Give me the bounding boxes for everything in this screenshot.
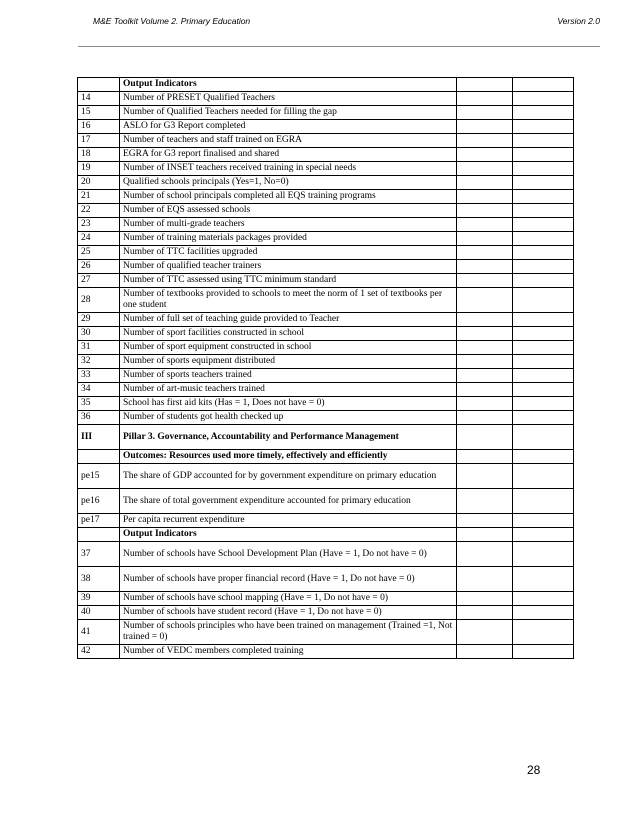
header-title: M&E Toolkit Volume 2. Primary Education [93, 16, 251, 26]
row-number: 20 [78, 176, 120, 190]
indicator-text: Number of multi-grade teachers [120, 218, 457, 232]
empty-cell [457, 120, 513, 134]
indicator-text: Number of sports teachers trained [120, 369, 457, 383]
empty-cell [457, 78, 513, 92]
empty-cell [513, 397, 574, 411]
empty-cell [513, 246, 574, 260]
empty-cell [513, 327, 574, 341]
indicator-text: Number of schools principles who have been trained on management (Trained =1, Not trained = 0) [120, 620, 457, 645]
indicator-row [78, 514, 574, 528]
row-number: 35 [78, 397, 120, 411]
indicator-text: EGRA for G3 report finalised and shared [120, 148, 457, 162]
empty-cell [513, 260, 574, 274]
indicator-row [78, 246, 574, 260]
empty-cell [513, 106, 574, 120]
empty-cell [513, 514, 574, 528]
row-number: 24 [78, 232, 120, 246]
row-number: pe15 [78, 464, 120, 489]
empty-cell [457, 218, 513, 232]
empty-cell [457, 260, 513, 274]
row-number: 23 [78, 218, 120, 232]
indicator-row [78, 341, 574, 355]
empty-cell [457, 313, 513, 327]
empty-cell [513, 134, 574, 148]
empty-cell [513, 341, 574, 355]
row-number: 33 [78, 369, 120, 383]
indicator-text: Number of Qualified Teachers needed for filling the gap [120, 106, 457, 120]
indicator-row [78, 369, 574, 383]
indicator-text: Number of schools have proper financial record (Have = 1, Do not have = 0) [120, 567, 457, 592]
indicator-text: Number of sport equipment constructed in school [120, 341, 457, 355]
indicator-text: The share of GDP accounted for by government expenditure on primary education [120, 464, 457, 489]
indicator-row [78, 567, 574, 592]
empty-cell [457, 148, 513, 162]
indicator-text: Number of TTC facilities upgraded [120, 246, 457, 260]
empty-cell [513, 274, 574, 288]
indicator-text: Number of PRESET Qualified Teachers [120, 92, 457, 106]
empty-cell [513, 620, 574, 645]
row-number [78, 528, 120, 542]
row-number: 31 [78, 341, 120, 355]
empty-cell [513, 383, 574, 397]
empty-cell [457, 176, 513, 190]
indicator-text: Number of schools have student record (Have = 1, Do not have = 0) [120, 606, 457, 620]
empty-cell [457, 341, 513, 355]
indicator-row [78, 397, 574, 411]
indicator-row [78, 606, 574, 620]
empty-cell [457, 411, 513, 425]
row-number: 25 [78, 246, 120, 260]
empty-cell [457, 425, 513, 450]
empty-cell [457, 489, 513, 514]
empty-cell [457, 567, 513, 592]
row-number: 16 [78, 120, 120, 134]
indicator-row [78, 313, 574, 327]
indicator-row [78, 327, 574, 341]
empty-cell [513, 528, 574, 542]
empty-cell [457, 450, 513, 464]
indicator-text: The share of total government expenditure accounted for primary education [120, 489, 457, 514]
indicator-text: Number of training materials packages provided [120, 232, 457, 246]
empty-cell [513, 92, 574, 106]
empty-cell [513, 204, 574, 218]
empty-cell [513, 411, 574, 425]
indicator-text: Output Indicators [120, 78, 457, 92]
indicator-text: Number of VEDC members completed training [120, 645, 457, 659]
row-number: 38 [78, 567, 120, 592]
row-number: 32 [78, 355, 120, 369]
empty-cell [513, 78, 574, 92]
empty-cell [513, 148, 574, 162]
empty-cell [457, 162, 513, 176]
row-number: 29 [78, 313, 120, 327]
indicator-row [78, 232, 574, 246]
row-number: pe16 [78, 489, 120, 514]
empty-cell [513, 489, 574, 514]
indicator-row [78, 542, 574, 567]
row-number: 37 [78, 542, 120, 567]
indicator-text: School has first aid kits (Has = 1, Does not have = 0) [120, 397, 457, 411]
row-number: 15 [78, 106, 120, 120]
indicator-text: Number of schools have School Development Plan (Have = 1, Do not have = 0) [120, 542, 457, 567]
indicator-text: Number of sport facilities constructed in school [120, 327, 457, 341]
indicator-row [78, 148, 574, 162]
empty-cell [457, 592, 513, 606]
indicator-text: Number of schools have school mapping (Have = 1, Do not have = 0) [120, 592, 457, 606]
row-number [78, 450, 120, 464]
row-number: 42 [78, 645, 120, 659]
indicator-row [78, 489, 574, 514]
empty-cell [457, 645, 513, 659]
empty-cell [457, 397, 513, 411]
empty-cell [457, 606, 513, 620]
row-number [78, 78, 120, 92]
empty-cell [457, 620, 513, 645]
empty-cell [457, 383, 513, 397]
empty-cell [457, 134, 513, 148]
indicator-row [78, 92, 574, 106]
indicator-text: Number of TTC assessed using TTC minimum standard [120, 274, 457, 288]
page-number: 28 [527, 763, 541, 777]
empty-cell [457, 464, 513, 489]
row-number: 21 [78, 190, 120, 204]
indicator-row [78, 204, 574, 218]
section-header-row [78, 450, 574, 464]
empty-cell [513, 313, 574, 327]
row-number: 14 [78, 92, 120, 106]
row-number: 30 [78, 327, 120, 341]
empty-cell [513, 162, 574, 176]
indicator-row [78, 106, 574, 120]
row-number: 41 [78, 620, 120, 645]
indicator-text: Number of school principals completed all EQS training programs [120, 190, 457, 204]
empty-cell [513, 645, 574, 659]
empty-cell [457, 355, 513, 369]
empty-cell [457, 106, 513, 120]
row-number: 34 [78, 383, 120, 397]
indicator-text: Pillar 3. Governance, Accountability and Performance Management [120, 425, 457, 450]
empty-cell [457, 514, 513, 528]
empty-cell [513, 176, 574, 190]
indicator-text: Number of teachers and staff trained on EGRA [120, 134, 457, 148]
empty-cell [457, 369, 513, 383]
empty-cell [457, 542, 513, 567]
indicator-text: Output Indicators [120, 528, 457, 542]
empty-cell [513, 288, 574, 313]
empty-cell [457, 288, 513, 313]
section-header-row [78, 528, 574, 542]
indicator-text: ASLO for G3 Report completed [120, 120, 457, 134]
indicator-row [78, 218, 574, 232]
row-number: 39 [78, 592, 120, 606]
header-version: Version 2.0 [557, 16, 600, 26]
row-number: 40 [78, 606, 120, 620]
indicator-row [78, 645, 574, 659]
indicator-table-body [78, 78, 574, 659]
empty-cell [513, 567, 574, 592]
empty-cell [457, 246, 513, 260]
indicator-row [78, 288, 574, 313]
indicator-text: Number of INSET teachers received training in special needs [120, 162, 457, 176]
indicator-row [78, 274, 574, 288]
row-number: 27 [78, 274, 120, 288]
indicator-row [78, 260, 574, 274]
section-header-row [78, 78, 574, 92]
empty-cell [457, 274, 513, 288]
empty-cell [513, 369, 574, 383]
empty-cell [513, 542, 574, 567]
indicator-row [78, 190, 574, 204]
empty-cell [513, 606, 574, 620]
indicator-text: Number of EQS assessed schools [120, 204, 457, 218]
empty-cell [457, 92, 513, 106]
indicator-row [78, 383, 574, 397]
indicator-text: Number of textbooks provided to schools to meet the norm of 1 set of textbooks per one student [120, 288, 457, 313]
row-number: 26 [78, 260, 120, 274]
empty-cell [457, 528, 513, 542]
empty-cell [513, 120, 574, 134]
header-rule [78, 46, 600, 47]
indicator-text: Number of qualified teacher trainers [120, 260, 457, 274]
empty-cell [513, 218, 574, 232]
empty-cell [513, 464, 574, 489]
indicator-text: Per capita recurrent expenditure [120, 514, 457, 528]
page-header [93, 16, 600, 32]
indicator-text: Number of art-music teachers trained [120, 383, 457, 397]
indicator-text: Number of sports equipment distributed [120, 355, 457, 369]
indicator-row [78, 592, 574, 606]
row-number: 18 [78, 148, 120, 162]
empty-cell [513, 592, 574, 606]
section-header-row [78, 425, 574, 450]
row-number: 28 [78, 288, 120, 313]
indicator-text: Qualified schools principals (Yes=1, No=0) [120, 176, 457, 190]
indicator-text: Number of full set of teaching guide provided to Teacher [120, 313, 457, 327]
indicator-text: Number of students got health checked up [120, 411, 457, 425]
indicator-table [77, 77, 574, 659]
empty-cell [513, 190, 574, 204]
indicator-text: Outcomes: Resources used more timely, effectively and efficiently [120, 450, 457, 464]
indicator-row [78, 134, 574, 148]
row-number: 36 [78, 411, 120, 425]
empty-cell [457, 327, 513, 341]
indicator-row [78, 464, 574, 489]
row-number: pe17 [78, 514, 120, 528]
indicator-row [78, 176, 574, 190]
empty-cell [513, 355, 574, 369]
empty-cell [457, 232, 513, 246]
indicator-row [78, 162, 574, 176]
empty-cell [457, 190, 513, 204]
indicator-row [78, 411, 574, 425]
row-number: 17 [78, 134, 120, 148]
indicator-row [78, 355, 574, 369]
row-number: 19 [78, 162, 120, 176]
empty-cell [513, 450, 574, 464]
indicator-row [78, 120, 574, 134]
empty-cell [513, 425, 574, 450]
row-number: 22 [78, 204, 120, 218]
row-number: III [78, 425, 120, 450]
empty-cell [513, 232, 574, 246]
empty-cell [457, 204, 513, 218]
indicator-row [78, 620, 574, 645]
